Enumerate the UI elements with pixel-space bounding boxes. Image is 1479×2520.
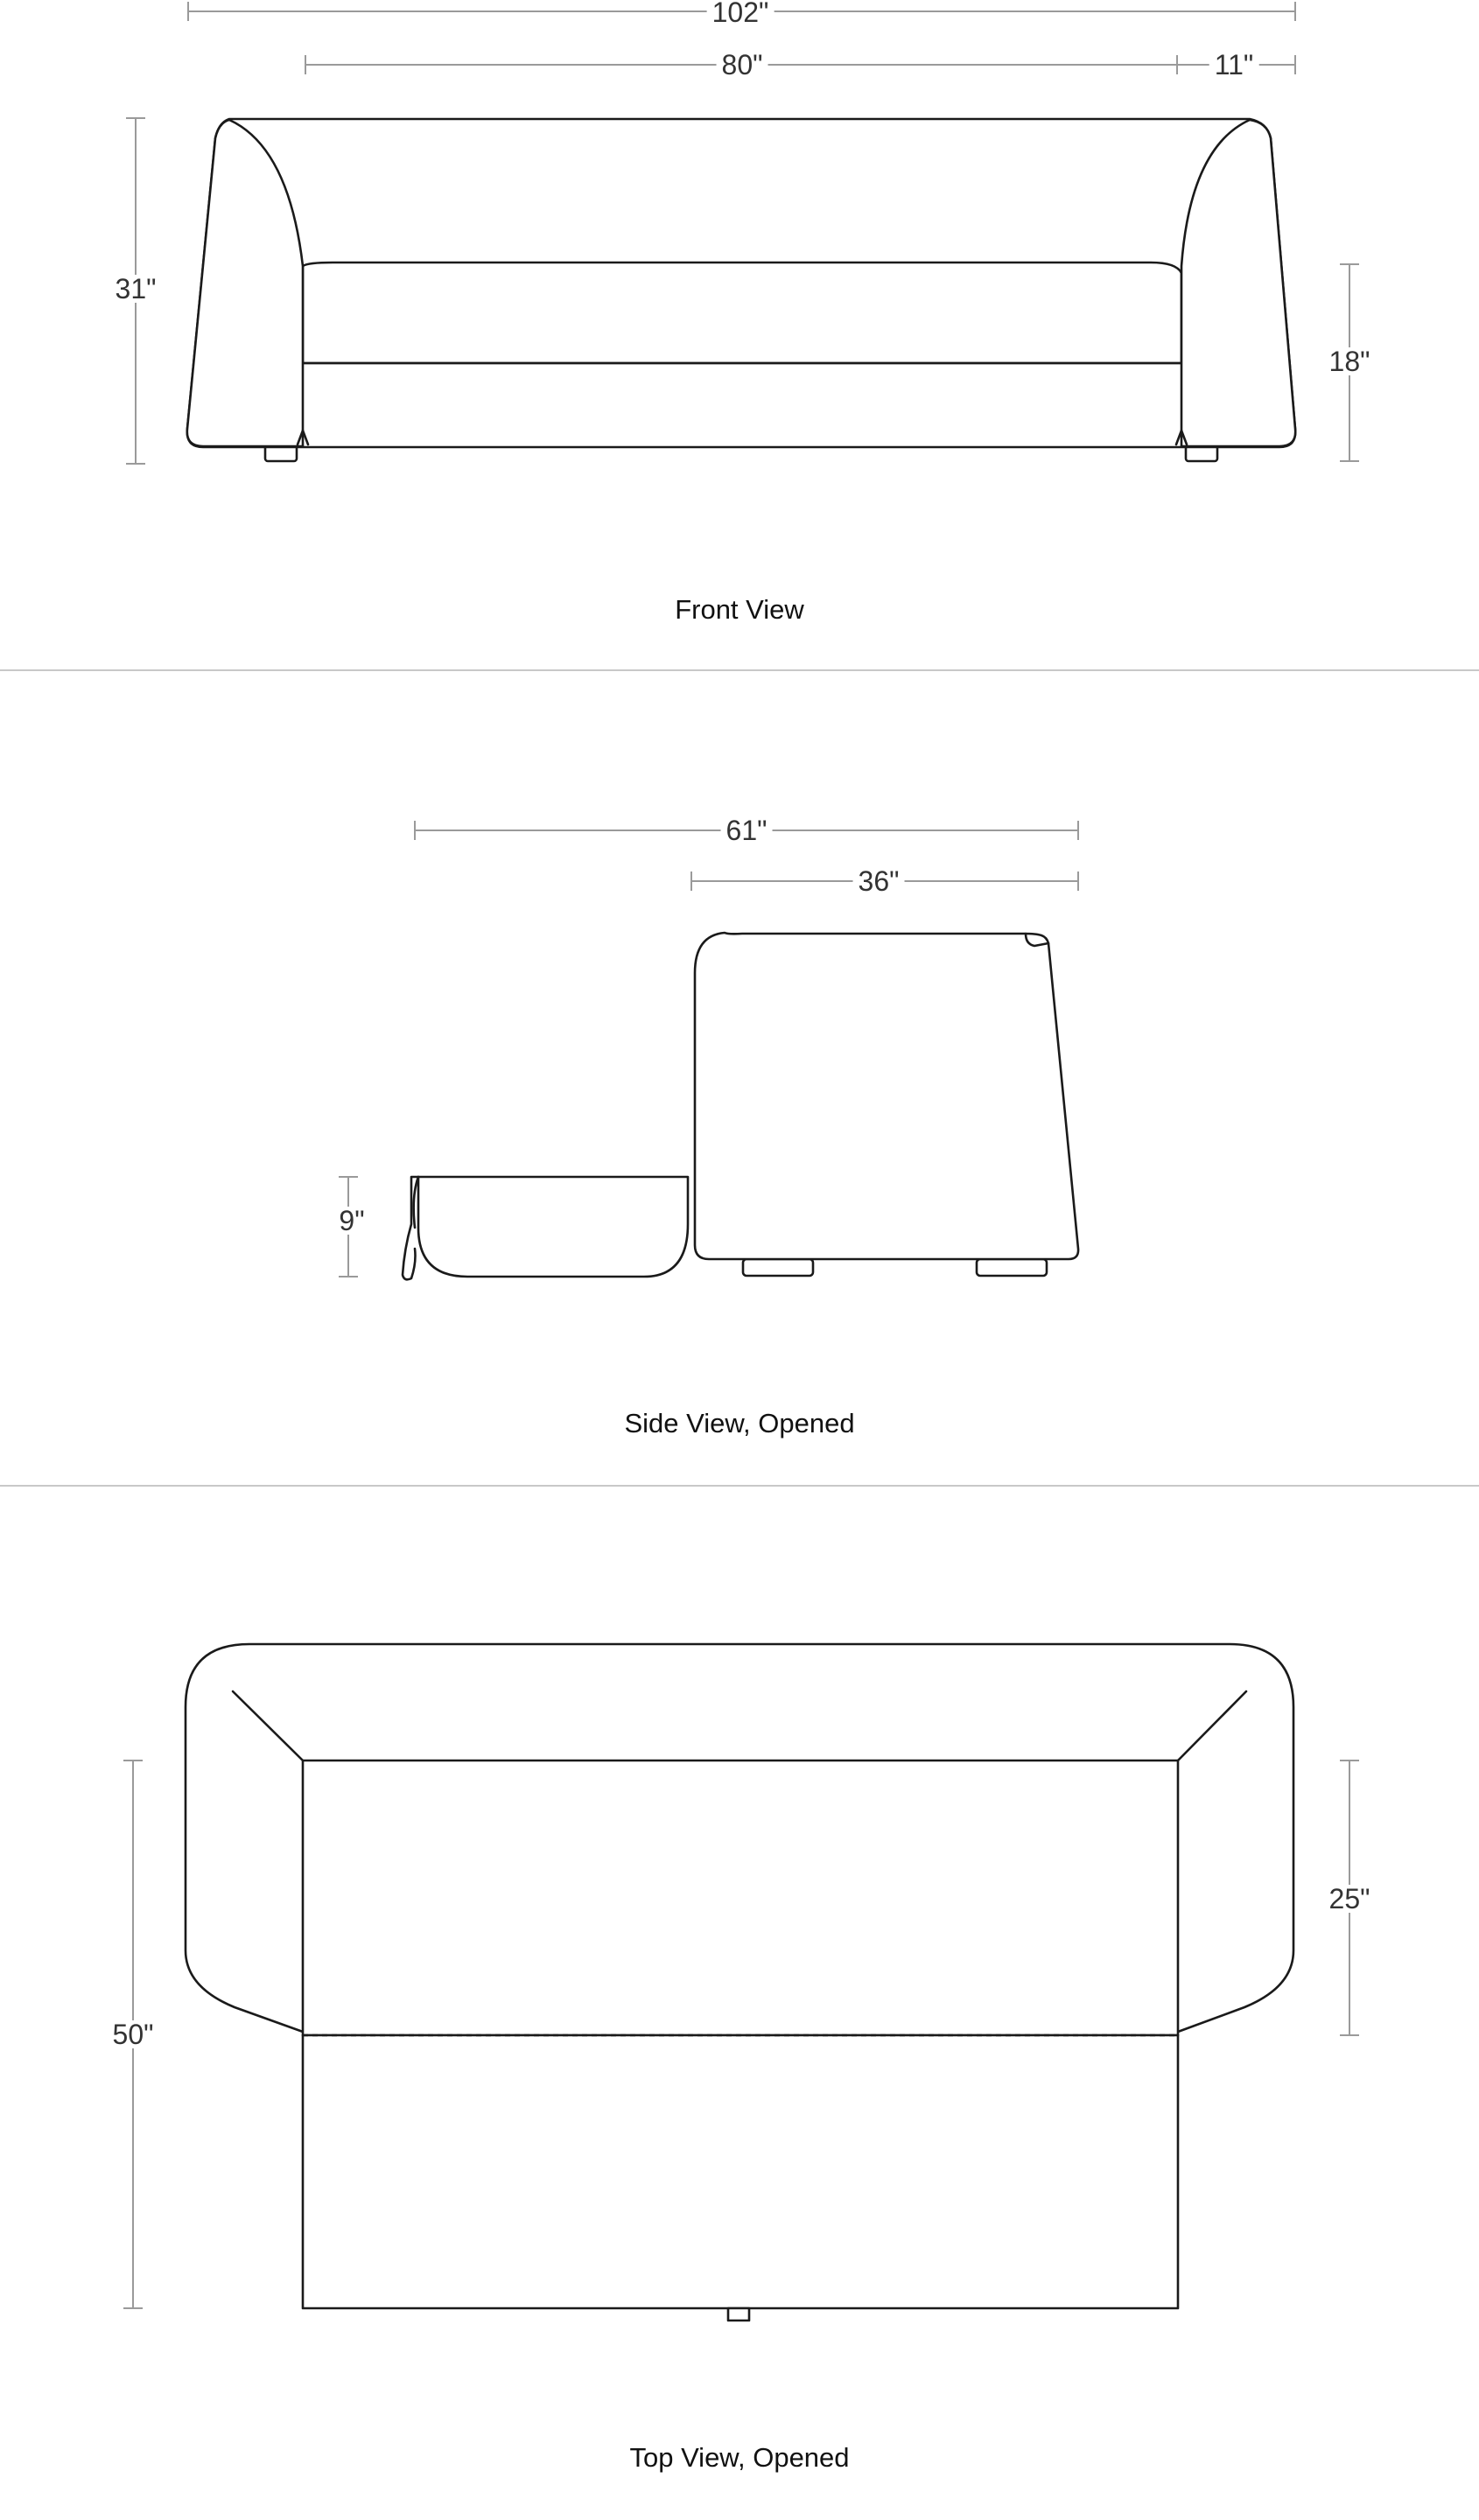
footrest (418, 1177, 688, 1277)
side-sofa-body (695, 933, 1078, 1259)
top-footrest-extension (303, 2035, 1178, 2308)
top-view-drawing (0, 1487, 1479, 2520)
side-leg-front (743, 1259, 813, 1276)
front-seat-width-label: 80" (717, 51, 768, 79)
side-view-caption: Side View, Opened (624, 1408, 855, 1438)
side-leg-back (977, 1259, 1047, 1276)
front-view-drawing (0, 0, 1479, 669)
top-seat-cushion (303, 1760, 1178, 2035)
sofa-front-view (187, 119, 1295, 461)
footrest-pull-strap (403, 1177, 418, 1279)
top-view-panel (0, 1487, 1479, 2520)
side-view-panel (0, 671, 1479, 1485)
top-view-caption: Top View, Opened (629, 2442, 850, 2473)
front-seat-height-label: 18" (1324, 347, 1376, 375)
front-overall-width-label: 102" (707, 0, 775, 26)
side-view-drawing (0, 671, 1479, 1485)
top-seat-depth-label: 25" (1324, 1885, 1376, 1913)
side-footrest-height-label: 9" (333, 1207, 369, 1235)
top-pull-tab (728, 2308, 749, 2320)
side-sofa-depth-label: 36" (853, 867, 905, 895)
front-height-label: 31" (110, 275, 162, 303)
top-opened-depth-label: 50" (108, 2020, 159, 2048)
front-seat-cushion (303, 262, 1181, 363)
front-view-caption: Front View (675, 594, 804, 625)
side-opened-depth-label: 61" (721, 816, 773, 844)
front-view-panel (0, 0, 1479, 669)
front-arm-width-label: 11" (1209, 51, 1259, 79)
sofa-side-view (403, 933, 1078, 1279)
sofa-top-view (186, 1644, 1293, 2320)
